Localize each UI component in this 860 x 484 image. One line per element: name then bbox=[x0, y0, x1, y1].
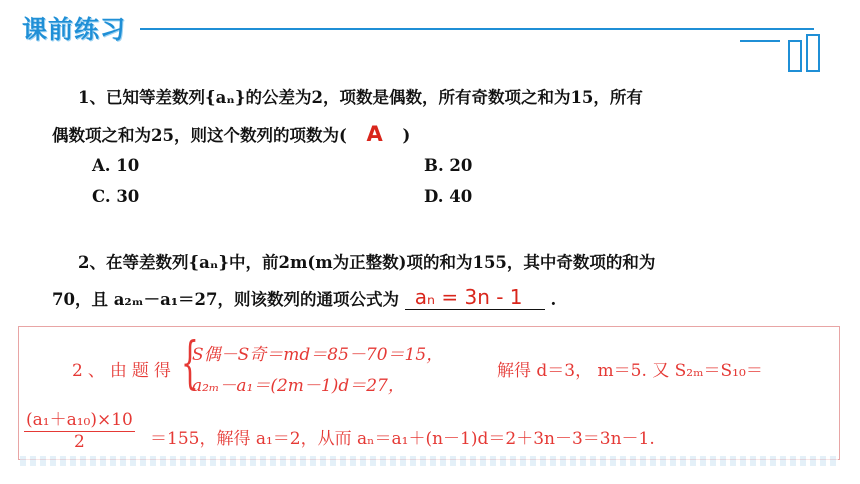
corner-decoration-bar-2 bbox=[806, 34, 820, 72]
q1-option-c: C. 30 bbox=[92, 187, 140, 206]
fraction-numerator: (a₁＋a₁₀)×10 bbox=[26, 410, 133, 430]
bottom-decoration bbox=[20, 456, 838, 466]
solution-result2: ＝155，解得 a₁＝2，从而 aₙ＝a₁＋(n－1)d＝2＋3n－3＝3n－1. bbox=[150, 429, 655, 449]
q1-answer: A bbox=[366, 122, 383, 146]
q2-answer-blank bbox=[405, 285, 545, 310]
solution-eq2: a₂ₘ－a₁＝(2m－1)d＝27， bbox=[192, 376, 405, 396]
q2-line2-text: 70，且 a₂ₘ－a₁＝27，则该数列的通项公式为 bbox=[52, 290, 400, 309]
q1-line2-text: 偶数项之和为25，则这个数列的项数为( bbox=[52, 126, 347, 145]
q1-option-d: D. 40 bbox=[424, 187, 473, 206]
fraction bbox=[24, 410, 135, 453]
corner-decoration-line bbox=[740, 40, 780, 42]
brace-symbol: { bbox=[181, 331, 199, 396]
corner-decoration-bar-1 bbox=[788, 40, 802, 72]
q1-line1: 1、已知等差数列{aₙ}的公差为2，项数是偶数，所有奇数项之和为15，所有 bbox=[78, 88, 643, 107]
solution-lead: 2、由题得 bbox=[72, 361, 176, 381]
q2-line2-end: . bbox=[550, 290, 557, 309]
q1-option-b: B. 20 bbox=[424, 156, 473, 175]
q1-line2-close: ) bbox=[402, 126, 411, 145]
q2-line1: 2、在等差数列{aₙ}中，前2m(m为正整数)项的和为155，其中奇数项的和为 bbox=[78, 253, 656, 272]
q1-line2 bbox=[52, 124, 410, 146]
corner-decoration bbox=[706, 28, 814, 30]
section-title: 课前练习 bbox=[22, 15, 127, 44]
solution-eq1: S偶－S奇＝md＝85－70＝15， bbox=[192, 345, 444, 365]
q2-line2 bbox=[52, 285, 557, 310]
q2-answer: aₙ = 3n - 1 bbox=[414, 285, 523, 309]
solution-result1: 解得 d＝3， m＝5. 又 S₂ₘ＝S₁₀＝ bbox=[497, 361, 763, 381]
q1-option-a: A. 10 bbox=[92, 156, 140, 175]
fraction-denominator: 2 bbox=[74, 432, 85, 452]
title-underline bbox=[140, 28, 760, 30]
